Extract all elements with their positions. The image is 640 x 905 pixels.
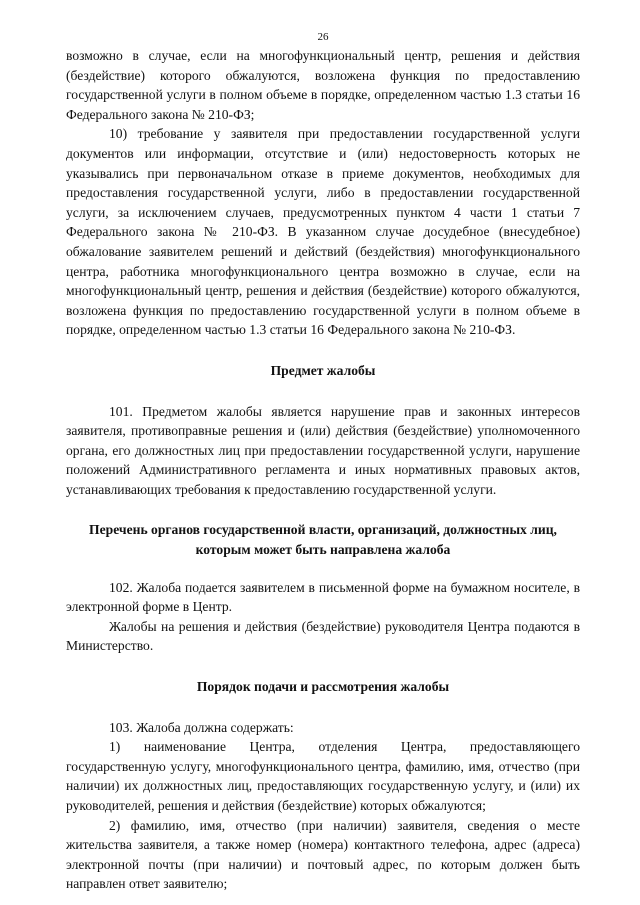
paragraph-continuation: возможно в случае, если на многофункциональный центр, решения и действия (бездействие) которого обжалуются, возложена функция по предоставлению государственной услуги в полном объеме в порядке, определенном частью 1.3 статьи 16 Федерального закона № 210-ФЗ; — [66, 48, 580, 122]
paragraph-101: 101. Предметом жалобы является нарушение прав и законных интересов заявителя, противоправные решения и (или) действия (бездействие) уполномоченного органа, его должностных лиц при предоставлении государственной услуги, нарушение положений Административного регламента и иных нормативных правовых актов, устанавливающих требования к предоставлению государственной услуги. — [66, 403, 580, 497]
paragraph-item-10: 10) требование у заявителя при предоставлении государственной услуги документов или информации, отсутствие и (или) недостоверность которых не указывались при первоначальном отказе в приеме документов, необходимых для предоставления государственной услуги, либо в предоставлении государственной услуги, за исключением случаев, предусмотренных пунктом 4 части 1 статьи 7 Федерального закона № 210-ФЗ. В указанном случае досудебное (внесудебное) обжалование заявителем решений и действий (бездействия) многофункционального центра, работника многофункционального центра возможно в случае, если на многофункциональный центр, решения и действия (бездействие) которого обжалуются, возложена функция по предоставлению государственной услуги в полном объеме в порядке, определенном частью 1.3 статьи 16 Федерального закона № 210-ФЗ. — [66, 126, 580, 338]
section-heading-authorities-list: Перечень органов государственной власти, организаций, должностных лиц, которым может быть направлена жалоба — [89, 522, 557, 558]
section-heading-filing-procedure: Порядок подачи и рассмотрения жалобы — [196, 679, 450, 695]
paragraph-103: 103. Жалоба должна содержать: — [109, 719, 294, 735]
page-number: 26 — [317, 31, 329, 43]
list-item-1: 1) наименование Центра, отделения Центра, предоставляющего государственную услугу, многофункционального центра, фамилию, имя, отчество (при наличии) их должностных лиц, предоставляющих государственную услугу, и (или) их руководителей, решения и действия (бездействие) которых обжалуются; — [66, 739, 580, 813]
section-heading-complaint-subject: Предмет жалобы — [270, 362, 376, 378]
paragraph-102: 102. Жалоба подается заявителем в письменной форме на бумажном носителе, в электронной форме в Центр. — [66, 579, 580, 615]
list-item-2: 2) фамилию, имя, отчество (при наличии) заявителя, сведения о месте жительства заявителя, а также номер (номера) контактного телефона, адрес (адреса) электронной почты (при наличии) и почтовый адрес, по которым должен быть направлен ответ заявителю; — [66, 817, 580, 892]
paragraph-complaints-head: Жалобы на решения и действия (бездействие) руководителя Центра подаются в Министерство. — [66, 618, 580, 654]
document-page — [66, 30, 580, 894]
